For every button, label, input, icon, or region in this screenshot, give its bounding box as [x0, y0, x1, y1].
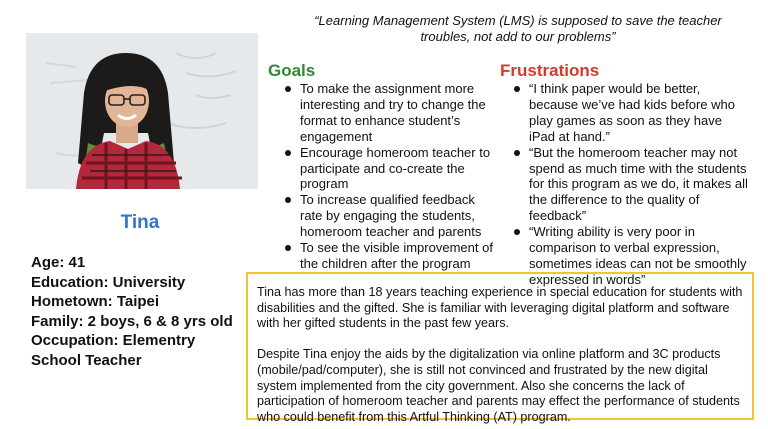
goal-item: Encourage homeroom teacher to participate and co-create the program	[282, 145, 496, 193]
portrait-illustration	[26, 33, 258, 189]
persona-name: Tina	[120, 212, 160, 233]
bio-paragraph-2: Despite Tina enjoy the aids by the digitalization via online platform and 3C products (mobile/pad/computer), she is still not convinced and frustrated by the new digital system implemented from the city government. Also she concerns the lack of participation of homeroom teacher and parents may effect the performance of students who could benefit from this Artful Thinking (AT) program.	[257, 347, 740, 424]
profile-family: Family: 2 boys, 6 & 8 yrs old	[31, 312, 233, 330]
frustration-item: “But the homeroom teacher may not spend as much time with the students for this program as we do, it makes all the difference to the quality of feedback”	[511, 145, 751, 225]
goal-item: To increase qualified feedback rate by engaging the students, homeroom teacher and parents	[282, 192, 496, 240]
persona-quote: “Learning Management System (LMS) is supposed to save the teacher troubles, not add to our problems”	[314, 13, 722, 44]
goals-heading: Goals	[268, 61, 316, 80]
goals-list	[282, 81, 496, 272]
profile-age: Age: 41	[31, 254, 86, 271]
profile-occupation-cont: School Teacher	[31, 351, 142, 369]
persona-photo	[26, 33, 258, 189]
frustrations-list	[511, 81, 751, 288]
persona-profile	[31, 253, 246, 370]
profile-hometown: Hometown: Taipei	[31, 293, 160, 310]
profile-education: Education: University	[31, 273, 186, 291]
persona-bio-box	[246, 272, 754, 424]
goal-item: To make the assignment more interesting and try to change the format to enhance student’s engagement	[282, 81, 496, 145]
frustrations-heading: Frustrations	[500, 61, 600, 80]
goal-item: To see the visible improvement of the children after the program	[282, 240, 496, 272]
profile-occupation: Occupation: Elementry	[31, 332, 196, 349]
bio-paragraph-1: Tina has more than 18 years teaching experience in special education for students with disabilities and the gifted. She is familiar with leveraging digital platform and software with her gifted students in the past few years.	[257, 285, 743, 331]
frustration-item: “Writing ability is very poor in comparison to verbal expression, sometimes ideas can not be smoothly expressed in words”	[511, 224, 751, 288]
frustration-item: “I think paper would be better, because we’ve had kids before who play games as soon as they have iPad at hand.”	[511, 81, 751, 145]
